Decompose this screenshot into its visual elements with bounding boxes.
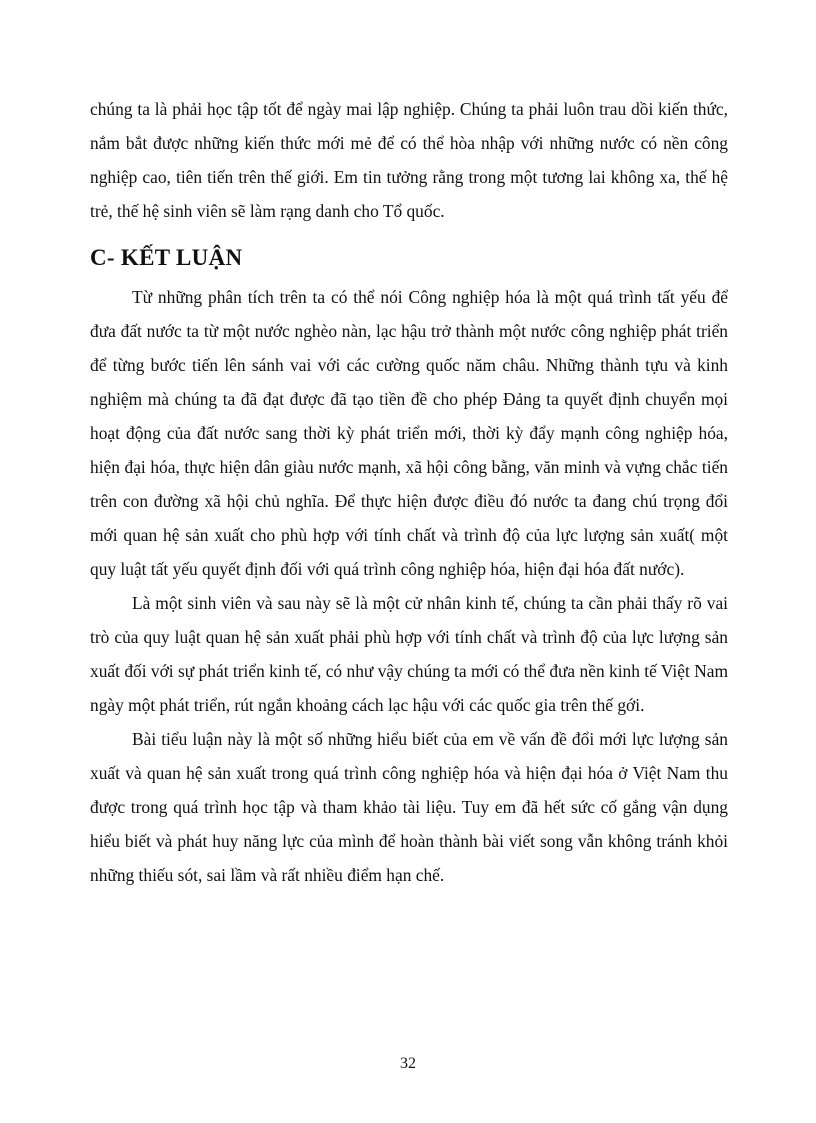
paragraph-conclusion-3: Bài tiểu luận này là một số những hiểu biết của em về vấn đề đổi mới lực lượng sản xuất và quan hệ sản xuất trong quá trình công nghiệp hóa và hiện đại hóa ở Việt Nam thu được trong quá trình học tập và tham khảo tài liệu. Tuy em đã hết sức cố gắng vận dụng hiểu biết và phát huy năng lực của mình để hoàn thành bài viết song vẫn không tránh khỏi những thiếu sót, sai lầm và rất nhiều điểm hạn chế.	[90, 729, 728, 885]
paragraph-conclusion-2: Là một sinh viên và sau này sẽ là một cử nhân kinh tế, chúng ta cần phải thấy rõ vai trò của quy luật quan hệ sản xuất phải phù hợp với tính chất và trình độ của lực lượng sản xuất đối với sự phát triển kinh tế, có như vậy chúng ta mới có thể đưa nền kinh tế Việt Nam ngày một phát triển, rút ngắn khoảng cách lạc hậu với các quốc gia trên thế gới.	[90, 593, 728, 715]
paragraph-conclusion-1: Từ những phân tích trên ta có thể nói Công nghiệp hóa là một quá trình tất yếu để đưa đất nước ta từ một nước nghèo nàn, lạc hậu trở thành một nước công nghiệp phát triển để từng bước tiến lên sánh vai với các cường quốc năm châu. Những thành tựu và kinh nghiệm mà chúng ta đã đạt được đã tạo tiền đề cho phép Đảng ta quyết định chuyển mọi hoạt động của đất nước sang thời kỳ phát triển mới, thời kỳ đẩy mạnh công nghiệp hóa, hiện đại hóa, thực hiện dân giàu nước mạnh, xã hội công bằng, văn minh và vựng chắc tiến trên con đường xã hội chủ nghĩa. Để thực hiện được điều đó nước ta đang chú trọng đổi mới quan hệ sản xuất cho phù hợp với tính chất và trình độ của lực lượng sản xuất( một quy luật tất yếu quyết định đối với quá trình công nghiệp hóa, hiện đại hóa đất nước).	[90, 287, 728, 579]
paragraph-continuation: chúng ta là phải học tập tốt để ngày mai lập nghiệp. Chúng ta phải luôn trau dồi kiến thức, nắm bắt được những kiến thức mới mẻ để có thể hòa nhập với những nước có nền công nghiệp cao, tiên tiến trên thế giới. Em tin tưởng rằng trong một tương lai không xa, thế hệ trẻ, thế hệ sinh viên sẽ làm rạng danh cho Tổ quốc.	[90, 99, 728, 221]
page-number: 32	[400, 1055, 416, 1072]
section-heading-conclusion: C- KẾT LUẬN	[90, 245, 243, 270]
document-page	[90, 92, 728, 892]
